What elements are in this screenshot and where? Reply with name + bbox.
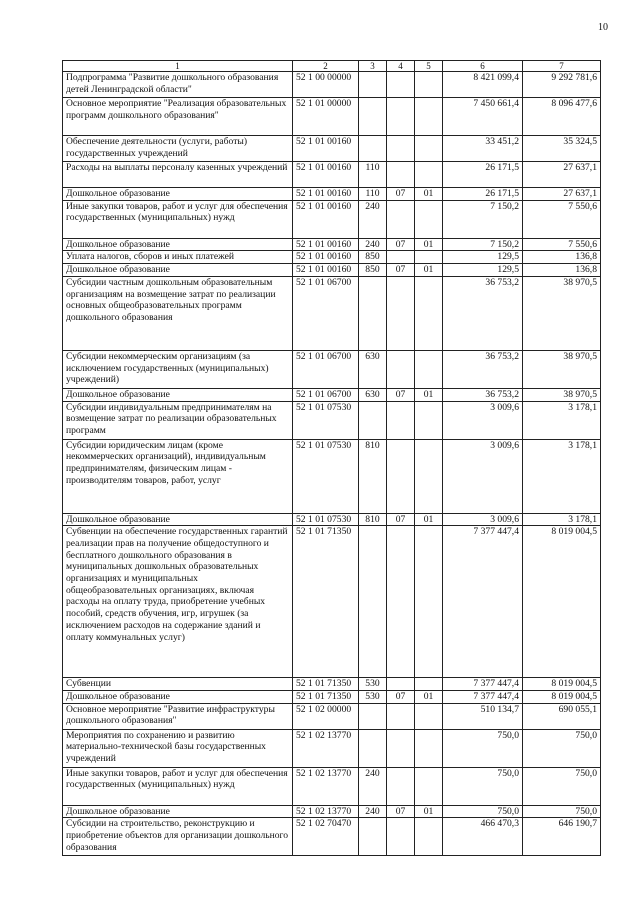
row-type-cell: 530	[359, 678, 387, 691]
row-section-cell	[387, 818, 415, 856]
row-type-cell	[359, 98, 387, 136]
row-section-cell	[387, 703, 415, 729]
table-row	[63, 703, 601, 729]
row-subsection-cell: 01	[415, 388, 443, 401]
row-code-cell: 52 1 01 00000	[293, 98, 359, 136]
row-name-cell: Иные закупки товаров, работ и услуг для обеспечения государственных (муниципальных) нужд	[63, 767, 293, 805]
row-code-cell: 52 1 02 13770	[293, 729, 359, 767]
header-cell: 5	[415, 61, 443, 72]
row-value-2-cell: 27 637,1	[523, 162, 601, 188]
row-value-2-cell: 750,0	[523, 767, 601, 805]
row-name-cell: Субсидии индивидуальным предпринимателям на возмещение затрат по реализации образовательных программ	[63, 401, 293, 439]
row-value-2-cell: 136,8	[523, 264, 601, 277]
row-name-cell: Субсидии некоммерческим организациям (за исключением государственных (муниципальных) учреждений)	[63, 350, 293, 388]
row-value-1-cell: 3 009,6	[443, 439, 523, 513]
row-section-cell: 07	[387, 513, 415, 526]
row-name-cell: Субсидии частным дошкольным образовательным организациям на возмещение затрат по реализации основных общеобразовательных программ дошкольного образования	[63, 276, 293, 350]
row-subsection-cell: 01	[415, 238, 443, 251]
table-row	[63, 818, 601, 856]
row-value-1-cell: 750,0	[443, 729, 523, 767]
row-value-1-cell: 7 450 661,4	[443, 98, 523, 136]
row-type-cell	[359, 818, 387, 856]
row-value-2-cell: 3 178,1	[523, 439, 601, 513]
row-value-1-cell: 7 377 447,4	[443, 690, 523, 703]
row-value-2-cell: 646 190,7	[523, 818, 601, 856]
row-value-1-cell: 510 134,7	[443, 703, 523, 729]
row-subsection-cell	[415, 818, 443, 856]
row-name-cell: Иные закупки товаров, работ и услуг для обеспечения государственных (муниципальных) нужд	[63, 200, 293, 238]
table-row	[63, 162, 601, 188]
row-section-cell	[387, 350, 415, 388]
row-subsection-cell: 01	[415, 513, 443, 526]
row-value-1-cell: 3 009,6	[443, 401, 523, 439]
row-subsection-cell: 01	[415, 264, 443, 277]
page-number: 10	[598, 22, 608, 33]
row-value-1-cell: 7 150,2	[443, 200, 523, 238]
table-row	[63, 401, 601, 439]
row-subsection-cell	[415, 162, 443, 188]
row-value-1-cell: 36 753,2	[443, 276, 523, 350]
row-subsection-cell	[415, 703, 443, 729]
header-cell: 7	[523, 61, 601, 72]
row-subsection-cell	[415, 401, 443, 439]
row-code-cell: 52 1 02 13770	[293, 767, 359, 805]
row-subsection-cell	[415, 729, 443, 767]
row-value-2-cell: 8 096 477,6	[523, 98, 601, 136]
table-row	[63, 767, 601, 805]
row-value-1-cell: 8 421 099,4	[443, 72, 523, 98]
row-section-cell	[387, 767, 415, 805]
row-section-cell: 07	[387, 264, 415, 277]
row-value-2-cell: 7 550,6	[523, 200, 601, 238]
row-name-cell: Дошкольное образование	[63, 805, 293, 818]
table-row	[63, 350, 601, 388]
table-row	[63, 805, 601, 818]
header-cell: 1	[63, 61, 293, 72]
row-subsection-cell	[415, 678, 443, 691]
row-type-cell	[359, 72, 387, 98]
table-row	[63, 98, 601, 136]
row-code-cell: 52 1 01 71350	[293, 526, 359, 678]
row-value-2-cell: 9 292 781,6	[523, 72, 601, 98]
row-value-2-cell: 38 970,5	[523, 350, 601, 388]
row-type-cell: 530	[359, 690, 387, 703]
row-value-2-cell: 3 178,1	[523, 513, 601, 526]
row-type-cell	[359, 401, 387, 439]
row-subsection-cell	[415, 439, 443, 513]
row-code-cell: 52 1 00 00000	[293, 72, 359, 98]
row-subsection-cell	[415, 136, 443, 162]
header-cell: 6	[443, 61, 523, 72]
row-type-cell: 240	[359, 767, 387, 805]
row-subsection-cell: 01	[415, 690, 443, 703]
row-name-cell: Дошкольное образование	[63, 188, 293, 201]
row-subsection-cell	[415, 200, 443, 238]
row-subsection-cell	[415, 276, 443, 350]
row-subsection-cell: 01	[415, 805, 443, 818]
row-code-cell: 52 1 01 07530	[293, 513, 359, 526]
row-type-cell: 240	[359, 805, 387, 818]
row-value-2-cell: 690 055,1	[523, 703, 601, 729]
row-name-cell: Обеспечение деятельности (услуги, работы) государственных учреждений	[63, 136, 293, 162]
row-section-cell	[387, 276, 415, 350]
row-name-cell: Субвенции	[63, 678, 293, 691]
row-section-cell: 07	[387, 388, 415, 401]
header-cell: 4	[387, 61, 415, 72]
row-value-1-cell: 33 451,2	[443, 136, 523, 162]
row-type-cell: 810	[359, 439, 387, 513]
row-section-cell	[387, 72, 415, 98]
row-value-1-cell: 26 171,5	[443, 162, 523, 188]
row-type-cell: 810	[359, 513, 387, 526]
row-code-cell: 52 1 01 06700	[293, 350, 359, 388]
row-code-cell: 52 1 01 00160	[293, 238, 359, 251]
row-value-2-cell: 750,0	[523, 729, 601, 767]
row-value-1-cell: 36 753,2	[443, 350, 523, 388]
table-header-row	[63, 61, 601, 72]
row-section-cell	[387, 98, 415, 136]
row-code-cell: 52 1 01 00160	[293, 136, 359, 162]
row-name-cell: Основное мероприятие "Развитие инфраструктуры дошкольного образования"	[63, 703, 293, 729]
row-name-cell: Субвенции на обеспечение государственных гарантий реализации прав на получение общедоступного и бесплатного дошкольного образования в муниципальных дошкольных образовательных организациях и муниципальных общеобразовательных организациях, включая расходы на оплату труда, приобретение учебных пособий, средств обучения, игр, игрушек (за исключением расходов на содержание зданий и оплату коммунальных услуг)	[63, 526, 293, 678]
row-value-1-cell: 3 009,6	[443, 513, 523, 526]
table-row	[63, 136, 601, 162]
row-subsection-cell	[415, 526, 443, 678]
row-code-cell: 52 1 01 00160	[293, 188, 359, 201]
table-row	[63, 729, 601, 767]
row-section-cell	[387, 251, 415, 264]
row-section-cell	[387, 439, 415, 513]
row-type-cell	[359, 729, 387, 767]
row-value-1-cell: 7 377 447,4	[443, 526, 523, 678]
table-row	[63, 690, 601, 703]
header-cell: 2	[293, 61, 359, 72]
row-section-cell	[387, 526, 415, 678]
row-name-cell: Подпрограмма "Развитие дошкольного образования детей Ленинградской области"	[63, 72, 293, 98]
row-value-1-cell: 26 171,5	[443, 188, 523, 201]
table-row	[63, 264, 601, 277]
row-value-2-cell: 8 019 004,5	[523, 678, 601, 691]
table-row	[63, 72, 601, 98]
row-value-2-cell: 8 019 004,5	[523, 690, 601, 703]
row-value-2-cell: 750,0	[523, 805, 601, 818]
row-value-2-cell: 38 970,5	[523, 388, 601, 401]
row-code-cell: 52 1 01 71350	[293, 690, 359, 703]
row-section-cell	[387, 729, 415, 767]
row-name-cell: Расходы на выплаты персоналу казенных учреждений	[63, 162, 293, 188]
budget-table	[62, 60, 601, 856]
row-subsection-cell	[415, 98, 443, 136]
row-section-cell	[387, 136, 415, 162]
row-section-cell: 07	[387, 188, 415, 201]
row-code-cell: 52 1 01 00160	[293, 200, 359, 238]
row-section-cell: 07	[387, 690, 415, 703]
row-code-cell: 52 1 02 13770	[293, 805, 359, 818]
row-subsection-cell	[415, 72, 443, 98]
row-name-cell: Мероприятия по сохранению и развитию материально-технической базы государственных учреждений	[63, 729, 293, 767]
row-value-1-cell: 7 377 447,4	[443, 678, 523, 691]
row-section-cell	[387, 162, 415, 188]
row-section-cell	[387, 200, 415, 238]
row-subsection-cell	[415, 350, 443, 388]
row-code-cell: 52 1 01 71350	[293, 678, 359, 691]
table-row	[63, 439, 601, 513]
row-type-cell: 110	[359, 162, 387, 188]
row-type-cell: 630	[359, 350, 387, 388]
table-row	[63, 188, 601, 201]
row-name-cell: Субсидии юридическим лицам (кроме некоммерческих организаций), индивидуальным предпринимателям, физическим лицам - производителям товаров, работ, услуг	[63, 439, 293, 513]
row-type-cell	[359, 276, 387, 350]
row-value-2-cell: 136,8	[523, 251, 601, 264]
row-value-2-cell: 7 550,6	[523, 238, 601, 251]
row-type-cell: 240	[359, 200, 387, 238]
row-section-cell: 07	[387, 805, 415, 818]
row-type-cell	[359, 703, 387, 729]
row-type-cell	[359, 136, 387, 162]
row-section-cell	[387, 401, 415, 439]
row-type-cell: 850	[359, 251, 387, 264]
header-cell: 3	[359, 61, 387, 72]
row-name-cell: Дошкольное образование	[63, 690, 293, 703]
table-row	[63, 526, 601, 678]
row-type-cell: 110	[359, 188, 387, 201]
row-subsection-cell	[415, 767, 443, 805]
row-code-cell: 52 1 01 00160	[293, 264, 359, 277]
row-value-1-cell: 129,5	[443, 251, 523, 264]
row-section-cell: 07	[387, 238, 415, 251]
row-code-cell: 52 1 01 07530	[293, 439, 359, 513]
row-name-cell: Субсидии на строительство, реконструкцию и приобретение объектов для организации дошкольного образования	[63, 818, 293, 856]
row-code-cell: 52 1 02 00000	[293, 703, 359, 729]
row-code-cell: 52 1 01 00160	[293, 162, 359, 188]
table-row	[63, 388, 601, 401]
row-value-1-cell: 466 470,3	[443, 818, 523, 856]
row-name-cell: Дошкольное образование	[63, 264, 293, 277]
row-type-cell: 630	[359, 388, 387, 401]
row-type-cell	[359, 526, 387, 678]
row-value-2-cell: 3 178,1	[523, 401, 601, 439]
row-name-cell: Уплата налогов, сборов и иных платежей	[63, 251, 293, 264]
row-code-cell: 52 1 01 06700	[293, 276, 359, 350]
row-value-2-cell: 8 019 004,5	[523, 526, 601, 678]
row-code-cell: 52 1 01 07530	[293, 401, 359, 439]
row-value-1-cell: 36 753,2	[443, 388, 523, 401]
row-section-cell	[387, 678, 415, 691]
row-value-1-cell: 129,5	[443, 264, 523, 277]
row-value-2-cell: 35 324,5	[523, 136, 601, 162]
table-row	[63, 200, 601, 238]
row-value-1-cell: 750,0	[443, 767, 523, 805]
table-row	[63, 251, 601, 264]
row-type-cell: 850	[359, 264, 387, 277]
row-type-cell: 240	[359, 238, 387, 251]
row-name-cell: Дошкольное образование	[63, 388, 293, 401]
row-code-cell: 52 1 01 00160	[293, 251, 359, 264]
row-subsection-cell	[415, 251, 443, 264]
row-name-cell: Основное мероприятие "Реализация образовательных программ дошкольного образования"	[63, 98, 293, 136]
row-code-cell: 52 1 01 06700	[293, 388, 359, 401]
row-value-2-cell: 27 637,1	[523, 188, 601, 201]
row-code-cell: 52 1 02 70470	[293, 818, 359, 856]
row-value-1-cell: 750,0	[443, 805, 523, 818]
row-subsection-cell: 01	[415, 188, 443, 201]
table-row	[63, 678, 601, 691]
row-name-cell: Дошкольное образование	[63, 238, 293, 251]
table-row	[63, 238, 601, 251]
row-value-2-cell: 38 970,5	[523, 276, 601, 350]
table-row	[63, 276, 601, 350]
row-value-1-cell: 7 150,2	[443, 238, 523, 251]
table-row	[63, 513, 601, 526]
row-name-cell: Дошкольное образование	[63, 513, 293, 526]
